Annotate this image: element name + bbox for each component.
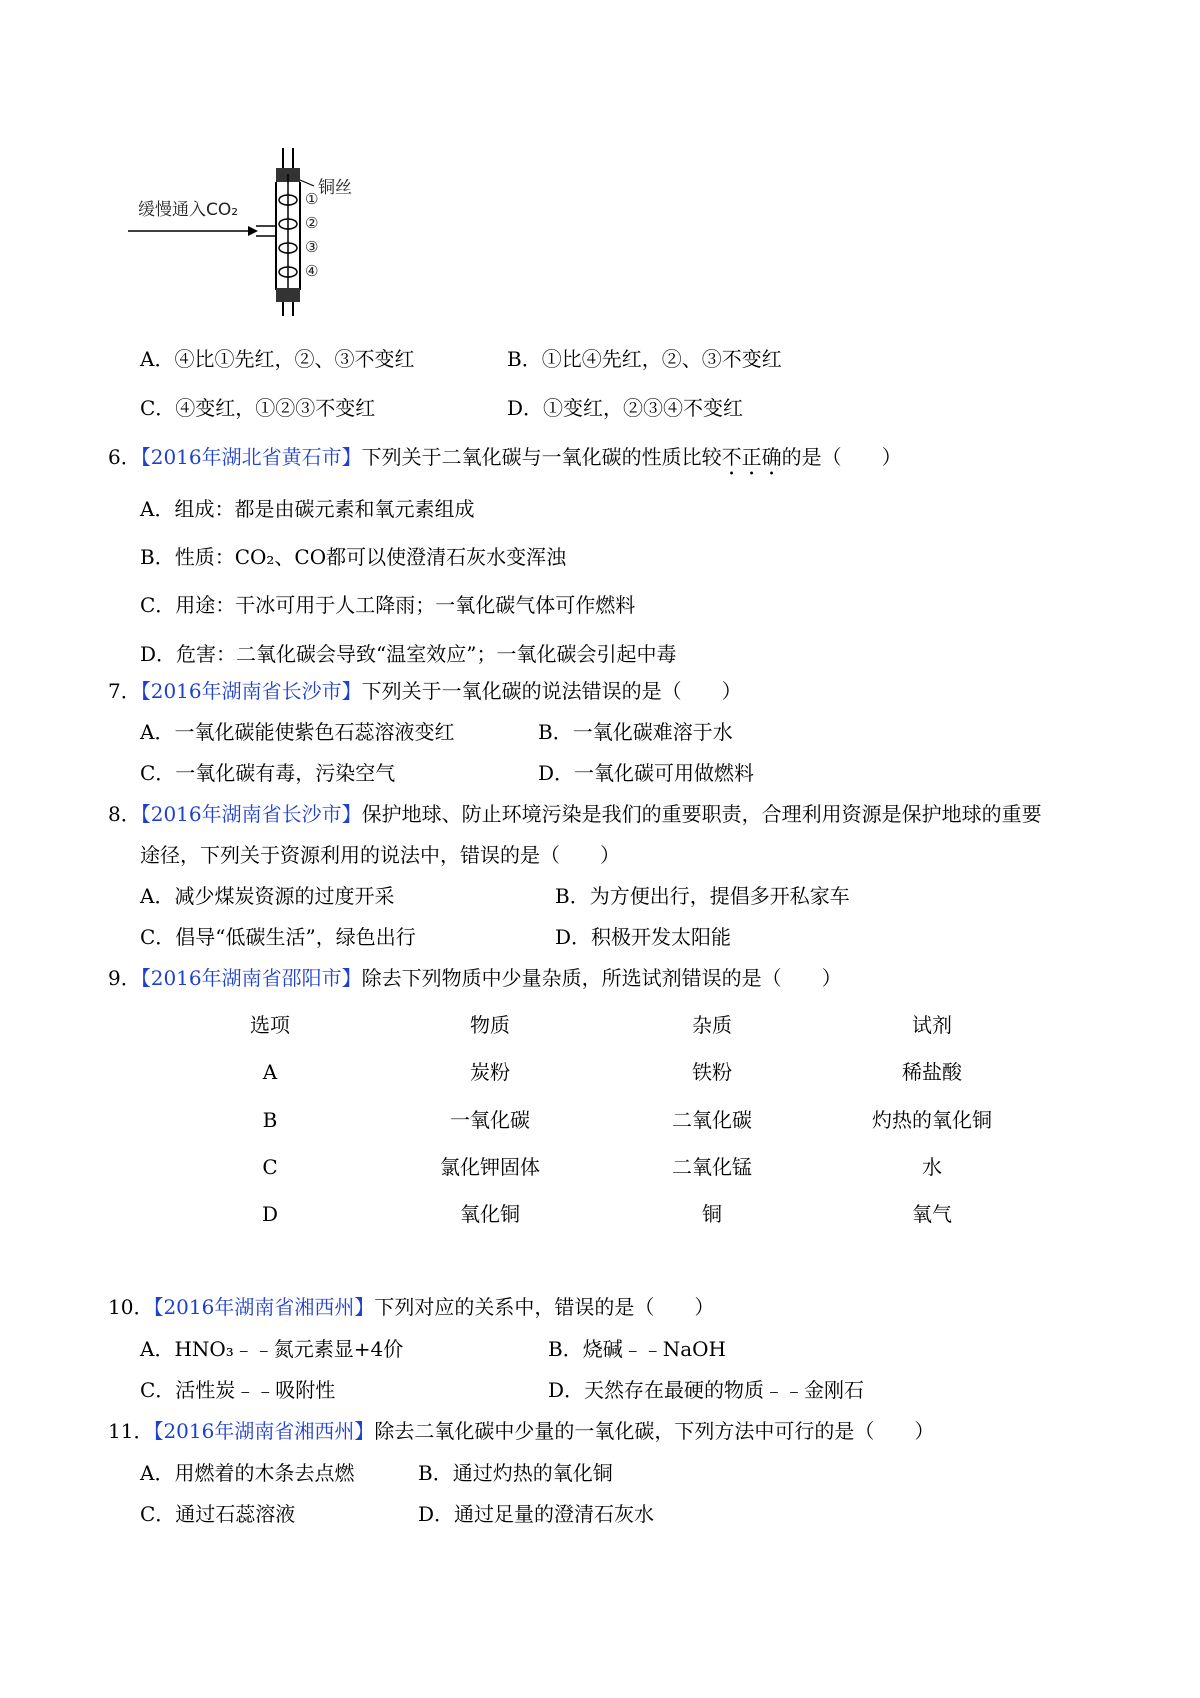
question-number: 7． [108,679,141,703]
apparatus-diagram [128,138,388,318]
q7-option-c: C．一氧化碳有毒，污染空气 [140,761,396,785]
stem-text: 下列对应的关系中，错误的是（ ） [374,1295,715,1319]
emphasized-text: 不正确 [721,445,782,469]
table-cell: C [262,1155,278,1179]
table-header: 杂质 [692,1013,732,1037]
question-6-stem [108,445,902,480]
q11-option-c: C．通过石蕊溶液 [140,1502,296,1526]
q6-option-d: D．危害：二氧化碳会导致“温室效应”；一氧化碳会引起中毒 [140,642,677,666]
q10-option-c: C．活性炭﹣﹣吸附性 [140,1378,336,1402]
stem-text: 下列关于二氧化碳与一氧化碳的性质比较 [361,445,722,469]
stem-text: 下列关于一氧化碳的说法错误的是（ ） [361,679,742,703]
question-number: 9． [108,966,141,990]
q8-option-d: D．积极开发太阳能 [555,925,732,949]
table-header: 试剂 [912,1013,952,1037]
question-source: 【2016年湖北省黄石市】 [140,445,362,469]
marker-4: ④ [305,262,319,280]
table-cell: 水 [922,1155,942,1179]
q6-option-c: C．用途：干冰可用于人工降雨；一氧化碳气体可作燃料 [140,593,636,617]
table-cell: 铜 [702,1202,722,1226]
q5-option-b: B．①比④先红，②、③不变红 [507,347,782,371]
q5-option-d: D．①变红，②③④不变红 [507,396,744,420]
table-cell: 二氧化锰 [672,1155,752,1179]
table-cell: 炭粉 [470,1060,510,1084]
q7-option-a: A．一氧化碳能使紫色石蕊溶液变红 [140,720,455,744]
table-cell: 氯化钾固体 [440,1155,540,1179]
q10-option-d: D．天然存在最硬的物质﹣﹣金刚石 [548,1378,865,1402]
stem-text: 保护地球、防止环境污染是我们的重要职责，合理利用资源是保护地球的重要 [361,802,1042,826]
table-cell: 铁粉 [692,1060,732,1084]
question-number: 8． [108,802,141,826]
q6-option-a: A．组成：都是由碳元素和氧元素组成 [140,497,475,521]
question-source: 【2016年湖南省长沙市】 [140,802,362,826]
question-9-stem [108,968,842,988]
question-11-stem [108,1421,934,1441]
question-10-stem [108,1297,714,1317]
arrow-label: 缓慢通入CO₂ [138,200,239,220]
table-cell: B [262,1108,278,1132]
table-header: 物质 [470,1013,510,1037]
q7-option-b: B．一氧化碳难溶于水 [538,720,733,744]
table-cell: 灼热的氧化铜 [872,1108,992,1132]
marker-2: ② [305,214,319,232]
question-number: 10． [108,1295,154,1319]
q10-option-a: A．HNO₃﹣﹣氮元素显+4价 [140,1337,404,1361]
table-cell: 氧气 [912,1202,952,1226]
stem-text: 除去二氧化碳中少量的一氧化碳，下列方法中可行的是（ ） [374,1419,935,1443]
q6-option-b: B．性质：CO₂、CO都可以使澄清石灰水变浑浊 [140,545,567,569]
table-header: 选项 [250,1013,290,1037]
table-cell: A [262,1060,278,1084]
question-number: 11． [108,1419,154,1443]
question-source: 【2016年湖南省长沙市】 [140,679,362,703]
marker-1: ① [305,190,319,208]
q8-option-a: A．减少煤炭资源的过度开采 [140,884,395,908]
q5-option-c: C．④变红，①②③不变红 [140,396,376,420]
q7-option-d: D．一氧化碳可用做燃料 [538,761,755,785]
q11-option-d: D．通过足量的澄清石灰水 [418,1502,655,1526]
table-cell: 氧化铜 [460,1202,520,1226]
q5-option-a: A．④比①先红，②、③不变红 [140,347,415,371]
stem-text: 除去下列物质中少量杂质，所选试剂错误的是（ ） [361,966,842,990]
q10-option-b: B．烧碱﹣﹣NaOH [548,1337,726,1361]
question-number: 6． [108,445,141,469]
q8-option-c: C．倡导“低碳生活”，绿色出行 [140,925,416,949]
marker-3: ③ [305,238,319,256]
table-cell: D [261,1202,279,1226]
table-cell: 稀盐酸 [902,1060,962,1084]
question-8-stem [108,804,1042,824]
question-7-stem [108,681,742,701]
copper-wire-label: 铜丝 [318,178,352,198]
stem-text-end: 的是（ ） [781,445,902,469]
q8-option-b: B．为方便出行，提倡多开私家车 [555,884,850,908]
apparatus-figure [128,138,388,318]
q11-option-a: A．用燃着的木条去点燃 [140,1461,355,1485]
table-cell: 二氧化碳 [672,1108,752,1132]
question-8-stem-line2: 途径，下列关于资源利用的说法中，错误的是（ ） [140,843,620,867]
q11-option-b: B．通过灼热的氧化铜 [418,1461,613,1485]
question-source: 【2016年湖南省湘西州】 [153,1419,375,1443]
question-source: 【2016年湖南省湘西州】 [153,1295,375,1319]
question-source: 【2016年湖南省邵阳市】 [140,966,362,990]
table-cell: 一氧化碳 [450,1108,530,1132]
